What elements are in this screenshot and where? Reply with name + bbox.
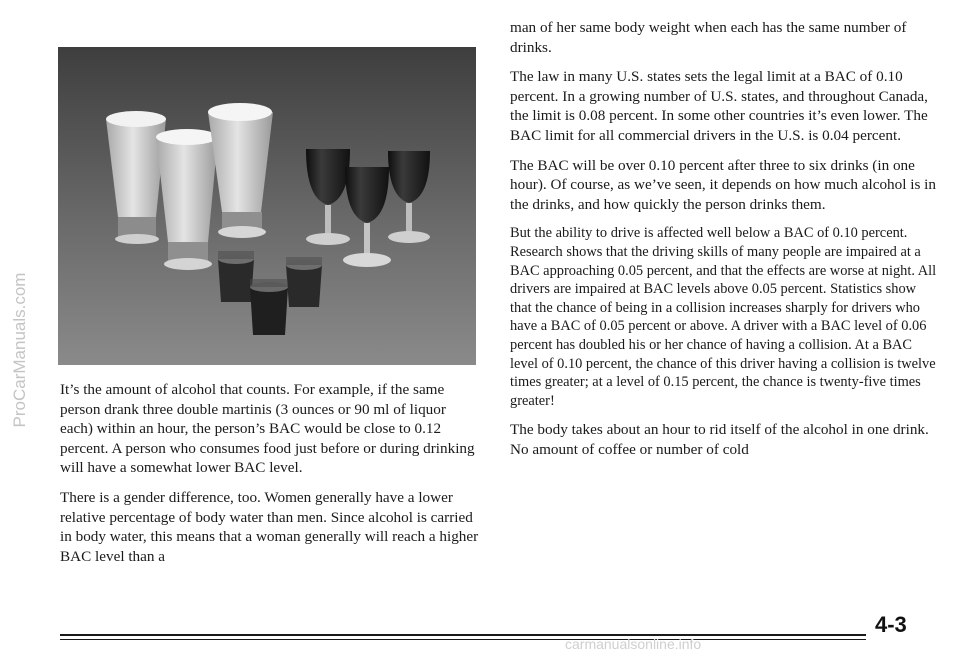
shot-glass-right	[286, 257, 322, 307]
footer-watermark: carmanualsonline.info	[565, 636, 702, 652]
footer-rule-thin	[60, 639, 866, 640]
paragraph: The body takes about an hour to rid itself of the alcohol in one drink. No amount of coffee or number of cold	[510, 421, 929, 458]
paragraph: But the ability to drive is affected well below a BAC of 0.10 percent. Research shows that the driving skills of many people are impaired at a BAC approaching 0.05 percent, and that the effects are worse at night. All drivers are impaired at BAC levels above 0.05 percent. Statistics show that the chance of being in a collision increases sharply for drivers who have a BAC of 0.05 percent or above. A driver with a BAC level of 0.06 percent has doubled his or her chance of having a collision. At a BAC level of 0.10 percent, the chance of this driver having a collision is twelve times greater; at a level of 0.15 percent, the chance is twenty-five times greater!	[510, 225, 937, 409]
side-watermark	[4, 140, 36, 560]
footer-rule	[60, 634, 866, 636]
paragraph: man of her same body weight when each has the same number of drinks.	[510, 19, 907, 56]
side-watermark-text: ProCarManuals.com	[10, 272, 29, 428]
left-column	[60, 380, 480, 576]
right-column	[510, 18, 940, 469]
page-number: 4-3	[875, 612, 907, 637]
drinks-photo	[58, 47, 476, 365]
paragraph: The law in many U.S. states sets the legal limit at a BAC of 0.10 percent. In a growing number of U.S. states, and throughout Canada, the limit is 0.08 percent. In some other countries it’s even lower. The BAC limit for all commercial drivers in the U.S. is 0.04 percent.	[510, 68, 928, 144]
paragraph: It’s the amount of alcohol that counts. For example, if the same person drank three double martinis (3 ounces or 90 ml of liquor each) within an hour, the person’s BAC would be close to 0.12 percent. A person who consumes food just before or during drinking will have a somewhat lower BAC level.	[60, 381, 475, 477]
paragraph: The BAC will be over 0.10 percent after three to six drinks (in one hour). Of course, as we’ve seen, it depends on how much alcohol is in the drinks, and how quickly the person drinks them.	[510, 156, 936, 213]
paragraph: There is a gender difference, too. Women generally have a lower relative percentage of body water than men. Since alcohol is carried in body water, this means that a woman generally will reach a higher BAC level than a	[60, 488, 479, 565]
shot-glass-front	[250, 279, 288, 335]
shot-glass-left	[218, 251, 254, 302]
drinks-illustration	[58, 47, 476, 365]
